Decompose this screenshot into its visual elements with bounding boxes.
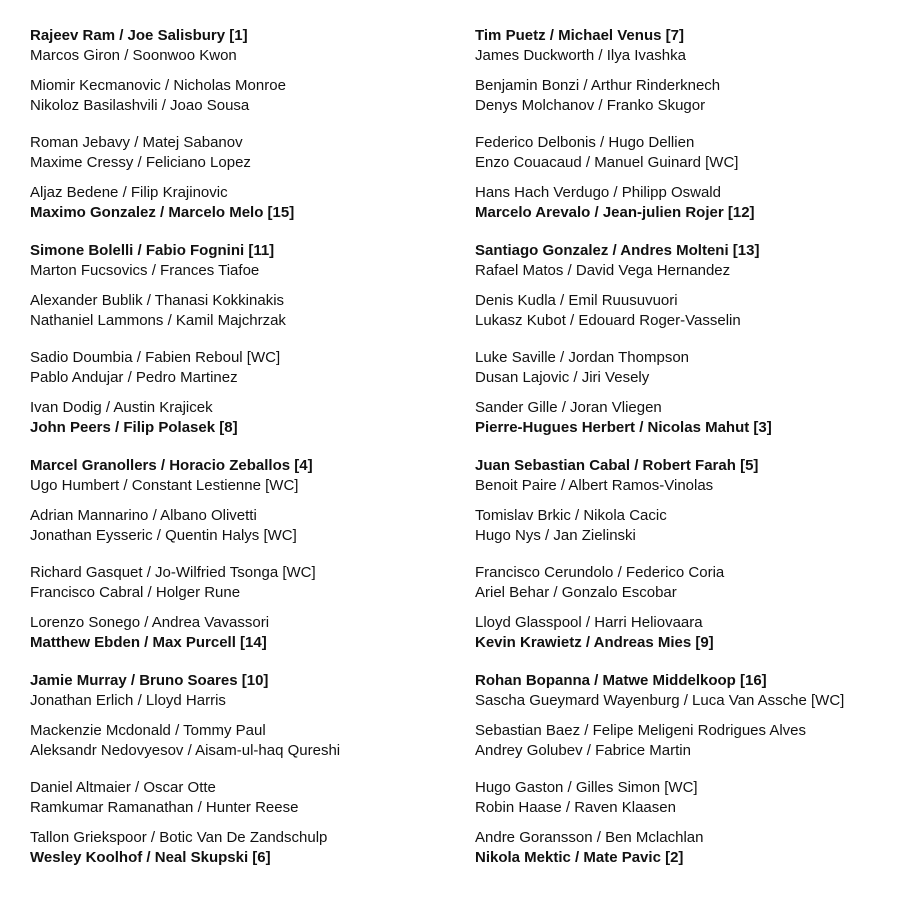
draw-section — [475, 671, 895, 868]
team: Roman Jebavy / Matej Sabanov — [30, 134, 243, 151]
team-seeded: Nikola Mektic / Mate Pavic [2] — [475, 849, 684, 866]
match — [475, 348, 895, 388]
team: Andrey Golubev / Fabrice Martin — [475, 742, 691, 759]
team: Hugo Nys / Jan Zielinski — [475, 527, 636, 544]
team: James Duckworth / Ilya Ivashka — [475, 47, 686, 64]
match — [475, 613, 895, 653]
team: Sander Gille / Joran Vliegen — [475, 399, 662, 416]
team: Nathaniel Lammons / Kamil Majchrzak — [30, 312, 286, 329]
team: Sascha Gueymard Wayenburg / Luca Van Assche [WC] — [475, 692, 845, 709]
match — [475, 398, 895, 438]
match — [475, 828, 895, 868]
team-seeded: Juan Sebastian Cabal / Robert Farah [5] — [475, 457, 759, 474]
team: Lukasz Kubot / Edouard Roger-Vasselin — [475, 312, 741, 329]
team: Miomir Kecmanovic / Nicholas Monroe — [30, 77, 286, 94]
team: Jonathan Eysseric / Quentin Halys [WC] — [30, 527, 297, 544]
match — [475, 563, 895, 603]
team: Tomislav Brkic / Nikola Cacic — [475, 507, 667, 524]
team: Federico Delbonis / Hugo Dellien — [475, 134, 695, 151]
team: Denis Kudla / Emil Ruusuvuori — [475, 292, 678, 309]
draw-section — [475, 241, 895, 438]
team-seeded: Jamie Murray / Bruno Soares [10] — [30, 672, 269, 689]
team-seeded: Wesley Koolhof / Neal Skupski [6] — [30, 849, 271, 866]
team: Sadio Doumbia / Fabien Reboul [WC] — [30, 349, 281, 366]
team: Mackenzie Mcdonald / Tommy Paul — [30, 722, 266, 739]
team: Maxime Cressy / Feliciano Lopez — [30, 154, 251, 171]
team-seeded: Marcelo Arevalo / Jean-julien Rojer [12] — [475, 204, 755, 221]
team: Pablo Andujar / Pedro Martinez — [30, 369, 238, 386]
draw-section — [30, 456, 450, 653]
team: Sebastian Baez / Felipe Meligeni Rodrigues Alves — [475, 722, 807, 739]
team-seeded: Simone Bolelli / Fabio Fognini [11] — [30, 242, 275, 259]
team-seeded: Matthew Ebden / Max Purcell [14] — [30, 634, 267, 651]
draw-column-right — [475, 26, 895, 868]
team: Alexander Bublik / Thanasi Kokkinakis — [30, 292, 285, 309]
team: Andre Goransson / Ben Mclachlan — [475, 829, 704, 846]
match — [475, 721, 895, 761]
team: Richard Gasquet / Jo-Wilfried Tsonga [WC] — [30, 564, 316, 581]
team: Benjamin Bonzi / Arthur Rinderknech — [475, 77, 721, 94]
match — [30, 456, 450, 496]
team-seeded: Maximo Gonzalez / Marcelo Melo [15] — [30, 204, 295, 221]
team-seeded: Pierre-Hugues Herbert / Nicolas Mahut [3] — [475, 419, 772, 436]
team: Aleksandr Nedovyesov / Aisam-ul-haq Qureshi — [30, 742, 341, 759]
match — [30, 778, 450, 818]
team: Tallon Griekspoor / Botic Van De Zandschulp — [30, 829, 328, 846]
team: Ariel Behar / Gonzalo Escobar — [475, 584, 677, 601]
team: Dusan Lajovic / Jiri Vesely — [475, 369, 650, 386]
draw-section — [30, 671, 450, 868]
team: Enzo Couacaud / Manuel Guinard [WC] — [475, 154, 739, 171]
team: Adrian Mannarino / Albano Olivetti — [30, 507, 257, 524]
team-seeded: Marcel Granollers / Horacio Zeballos [4] — [30, 457, 313, 474]
draw-section — [30, 241, 450, 438]
match — [30, 133, 450, 173]
team: Ivan Dodig / Austin Krajicek — [30, 399, 213, 416]
draw-section — [30, 26, 450, 223]
team-seeded: Rajeev Ram / Joe Salisbury [1] — [30, 27, 248, 44]
team: Daniel Altmaier / Oscar Otte — [30, 779, 216, 796]
team: Hugo Gaston / Gilles Simon [WC] — [475, 779, 698, 796]
match — [30, 721, 450, 761]
team: Rafael Matos / David Vega Hernandez — [475, 262, 731, 279]
team: Luke Saville / Jordan Thompson — [475, 349, 690, 366]
draw-section — [475, 456, 895, 653]
team: Lloyd Glasspool / Harri Heliovaara — [475, 614, 703, 631]
team-seeded: Tim Puetz / Michael Venus [7] — [475, 27, 684, 44]
team: Marton Fucsovics / Frances Tiafoe — [30, 262, 260, 279]
match — [30, 348, 450, 388]
team: Jonathan Erlich / Lloyd Harris — [30, 692, 226, 709]
match — [30, 26, 450, 66]
match — [475, 183, 895, 223]
match — [30, 76, 450, 116]
draw-column-left — [30, 26, 450, 868]
match — [30, 613, 450, 653]
draw-section — [475, 26, 895, 223]
team: Marcos Giron / Soonwoo Kwon — [30, 47, 237, 64]
match — [30, 398, 450, 438]
team-seeded: John Peers / Filip Polasek [8] — [30, 419, 238, 436]
match — [475, 456, 895, 496]
team-seeded: Santiago Gonzalez / Andres Molteni [13] — [475, 242, 760, 259]
team: Benoit Paire / Albert Ramos-Vinolas — [475, 477, 714, 494]
team: Ramkumar Ramanathan / Hunter Reese — [30, 799, 299, 816]
team: Francisco Cabral / Holger Rune — [30, 584, 241, 601]
match — [30, 563, 450, 603]
match — [475, 671, 895, 711]
match — [30, 671, 450, 711]
team-seeded: Rohan Bopanna / Matwe Middelkoop [16] — [475, 672, 767, 689]
match — [475, 241, 895, 281]
match — [30, 241, 450, 281]
match — [475, 291, 895, 331]
team: Nikoloz Basilashvili / Joao Sousa — [30, 97, 250, 114]
match — [475, 778, 895, 818]
match — [30, 506, 450, 546]
team: Ugo Humbert / Constant Lestienne [WC] — [30, 477, 299, 494]
team: Hans Hach Verdugo / Philipp Oswald — [475, 184, 721, 201]
team-seeded: Kevin Krawietz / Andreas Mies [9] — [475, 634, 714, 651]
team: Aljaz Bedene / Filip Krajinovic — [30, 184, 228, 201]
team: Denys Molchanov / Franko Skugor — [475, 97, 706, 114]
match — [30, 183, 450, 223]
team: Lorenzo Sonego / Andrea Vavassori — [30, 614, 270, 631]
team: Francisco Cerundolo / Federico Coria — [475, 564, 725, 581]
team: Robin Haase / Raven Klaasen — [475, 799, 676, 816]
match — [475, 76, 895, 116]
match — [475, 133, 895, 173]
match — [475, 26, 895, 66]
match — [30, 291, 450, 331]
match — [30, 828, 450, 868]
match — [475, 506, 895, 546]
